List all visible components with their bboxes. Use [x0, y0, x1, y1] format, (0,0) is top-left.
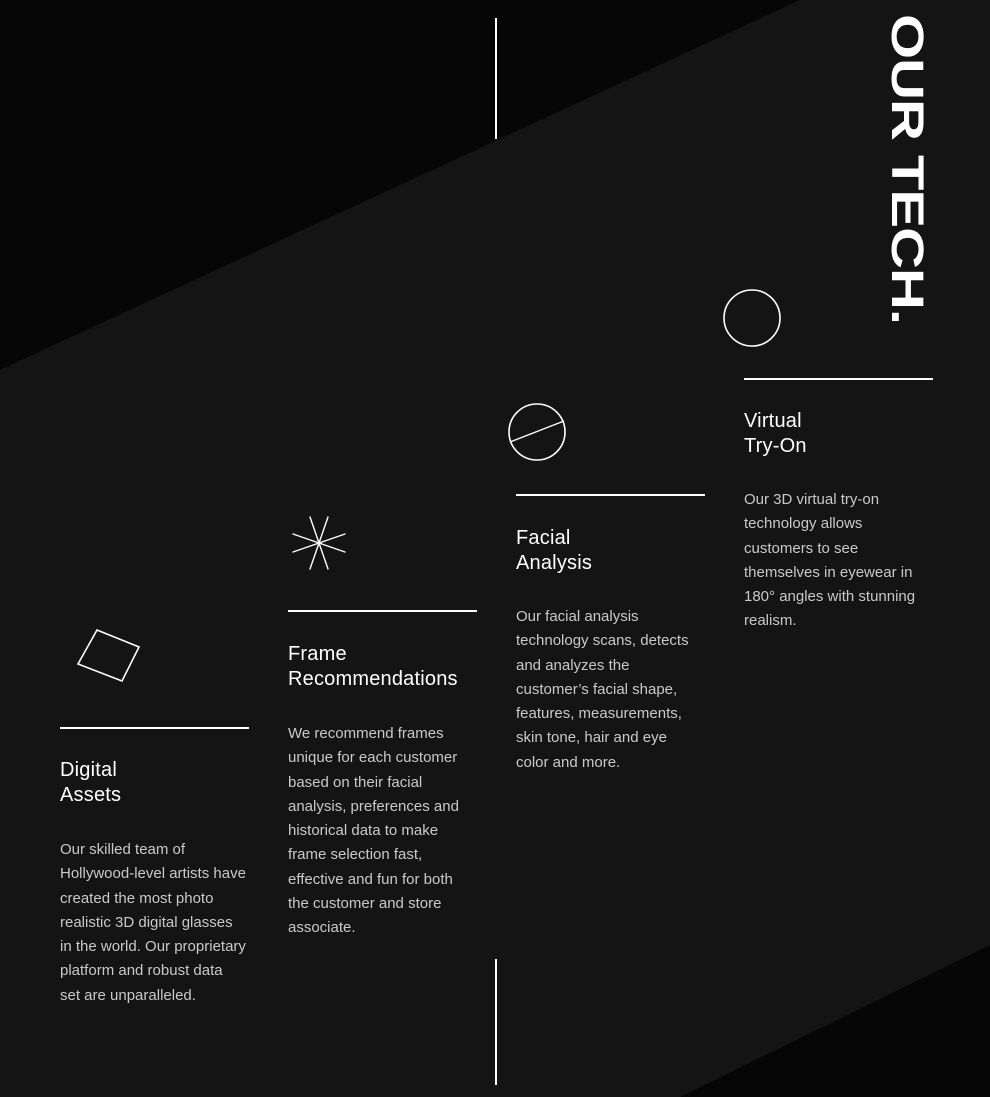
- card-title: [744, 409, 807, 459]
- top-dark-band: [0, 0, 800, 370]
- card-description: Our skilled team of Hollywood-level artists have created the most photo realistic 3D digital glasses in the world. Our proprietary platform and robust data set are unparalleled.: [60, 841, 246, 1004]
- card-rule: [288, 610, 477, 612]
- card-rule: [744, 378, 933, 380]
- card-rule: [60, 727, 249, 729]
- card-title-line-2: Analysis: [516, 552, 593, 574]
- bottom-dark-band: [680, 945, 990, 1097]
- card-title: [516, 526, 592, 576]
- card-description: Our facial analysis technology scans, detects and analyzes the customer’s facial shape, features, measurements, skin tone, hair and eye color and more.: [516, 608, 689, 771]
- asterisk-icon: [288, 512, 358, 582]
- card-title-line-1: Digital: [60, 759, 117, 781]
- top-divider-line: [495, 18, 497, 139]
- card-title-line-1: Facial: [516, 527, 571, 549]
- card-description: Our 3D virtual try-on technology allows customers to see themselves in eyewear in 180° angles with stunning realism.: [744, 491, 916, 630]
- card-title-line-2: Recommendations: [288, 668, 458, 690]
- card-title-line-2: Assets: [60, 784, 122, 806]
- card-title-line-2: Try-On: [744, 435, 807, 457]
- bottom-divider-line: [495, 959, 497, 1085]
- card-description: We recommend frames unique for each customer based on their facial analysis, preferences and historical data to make frame selection fast, effective and fun for both the customer and store associate.: [288, 725, 459, 937]
- square-icon: [70, 620, 140, 690]
- page-title: OUR TECH.: [881, 14, 933, 324]
- card-title-line-1: Virtual: [744, 410, 802, 432]
- slashed-circle-icon: [506, 400, 576, 480]
- circle-icon: [722, 286, 792, 366]
- card-title: [288, 642, 458, 692]
- card-title-line-1: Frame: [288, 643, 347, 665]
- card-title: [60, 758, 121, 808]
- card-rule: [516, 494, 705, 496]
